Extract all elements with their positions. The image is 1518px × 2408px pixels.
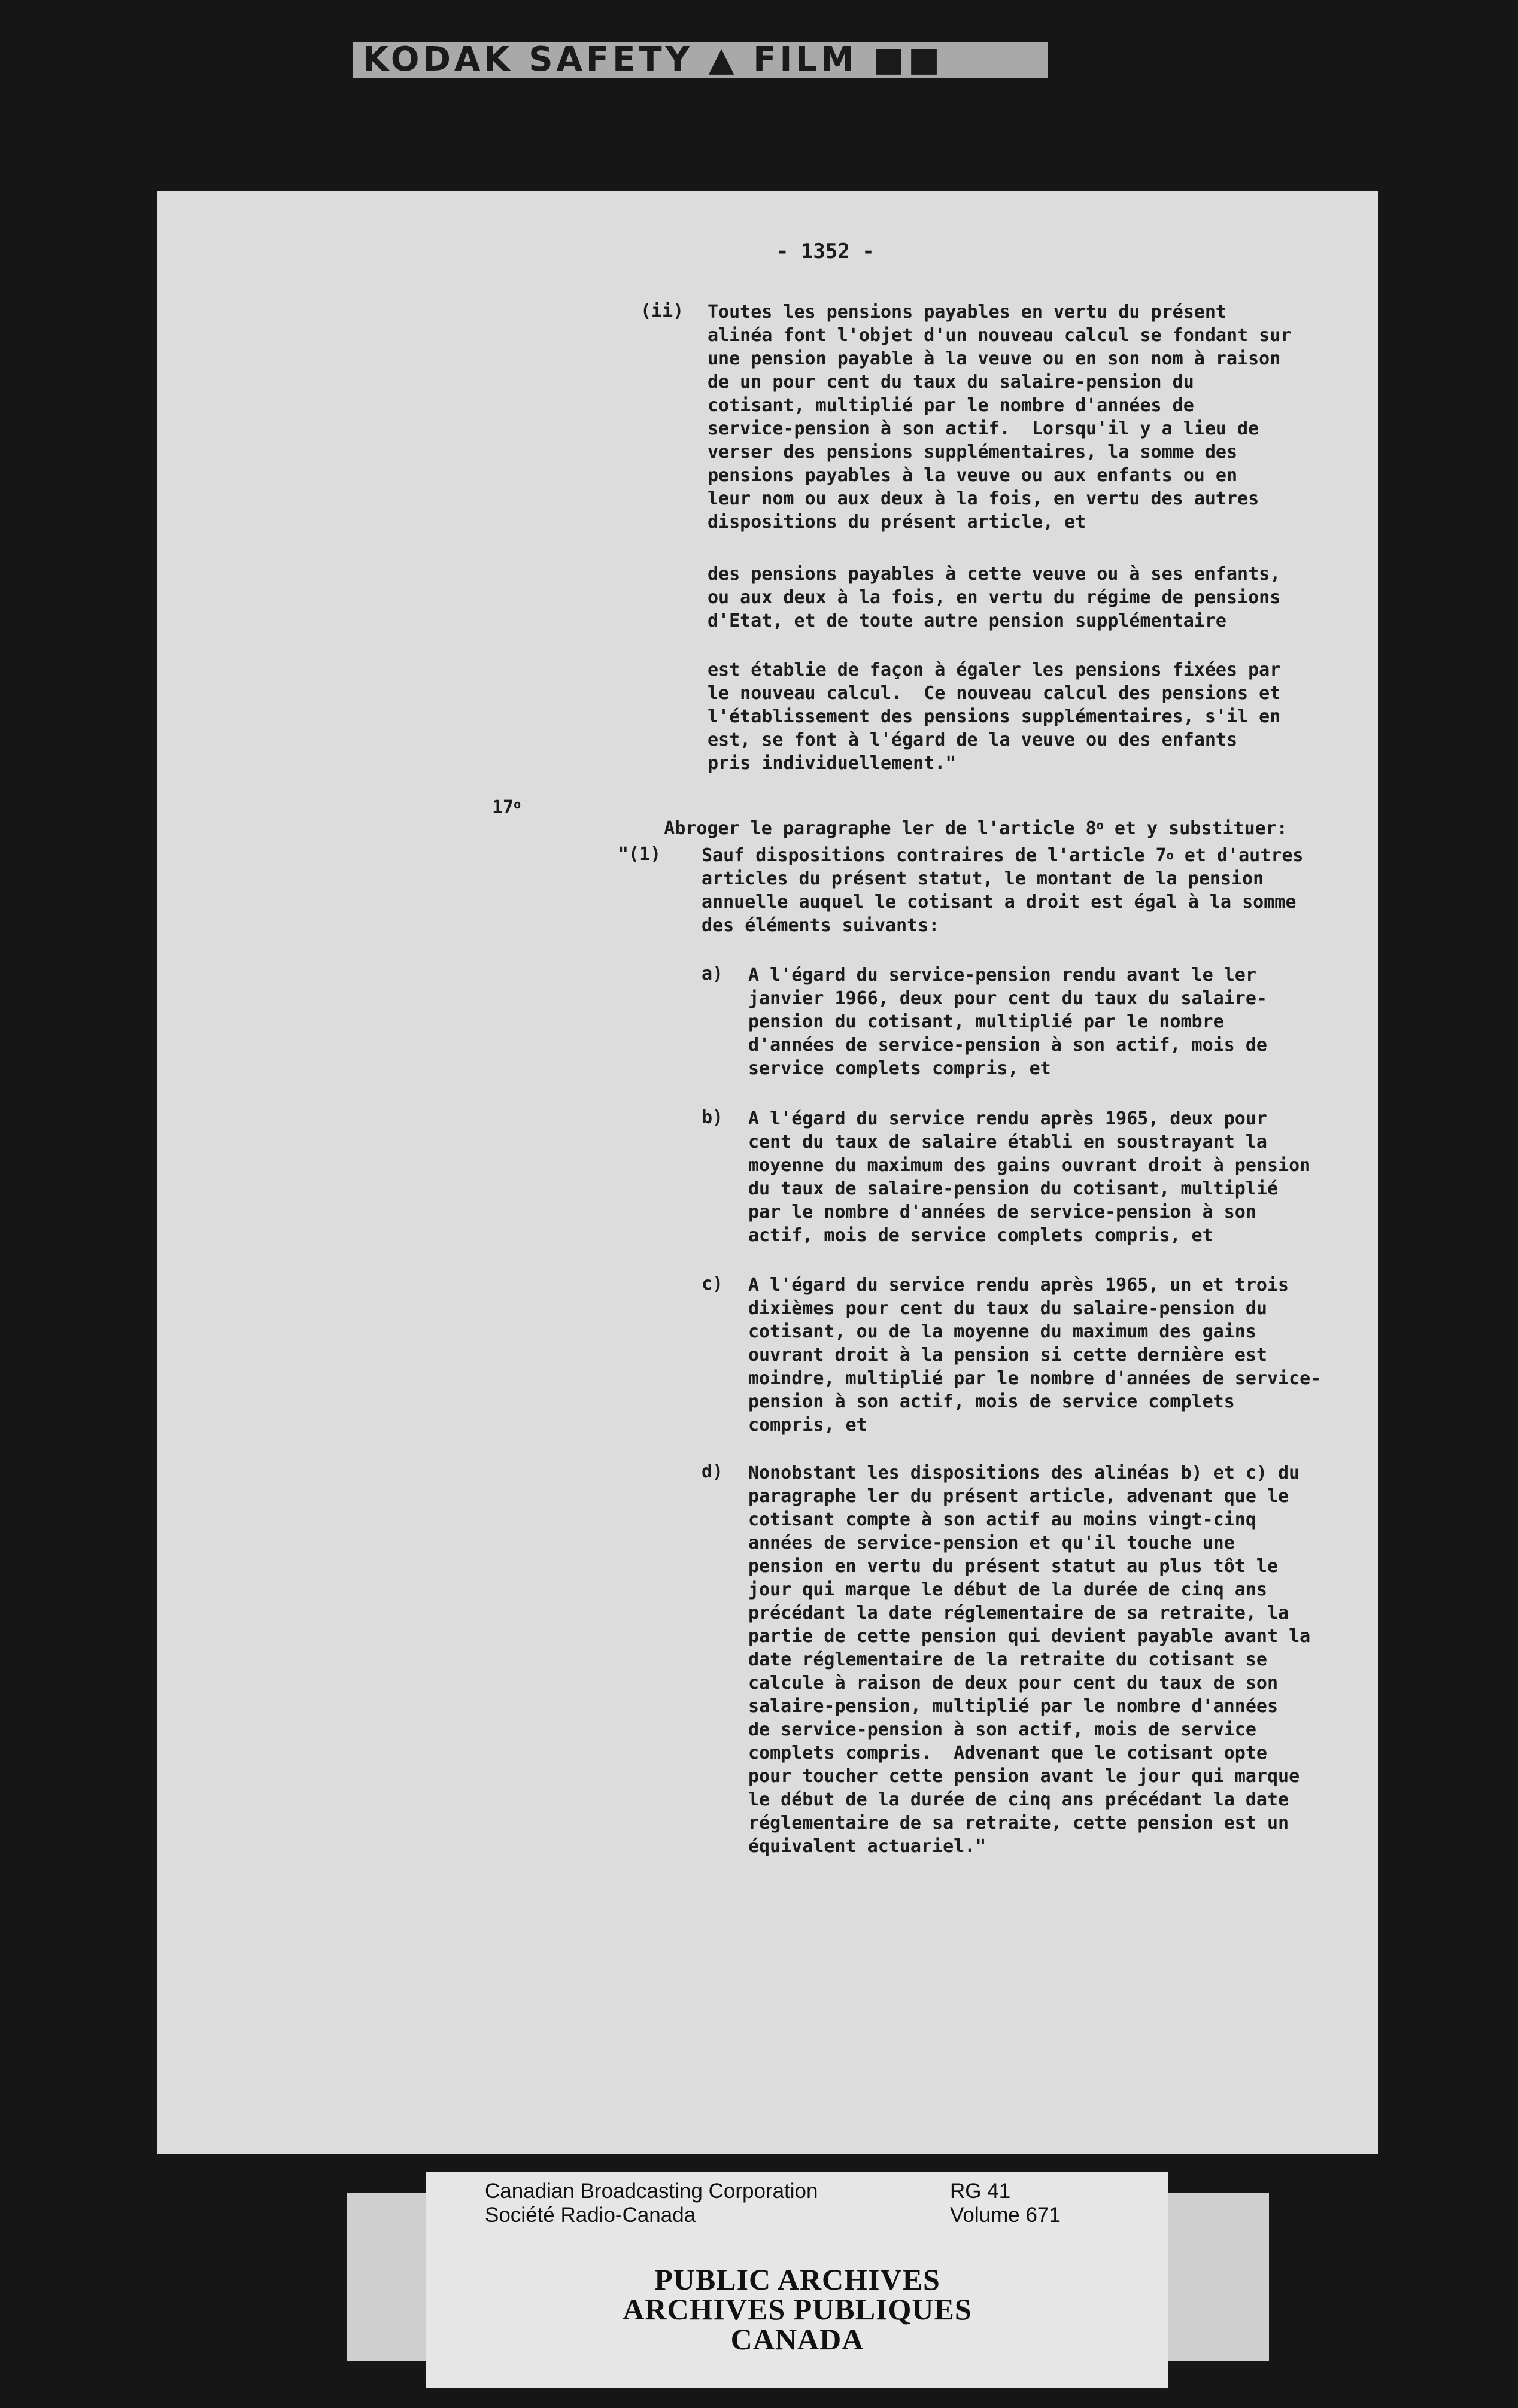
item-a-text: A l'égard du service-pension rendu avant le ler janvier 1966, deux pour cent du taux du salaire- pension du cotisant, multiplié par le nombre d'années de service-pension à son actif, mois de service complets compris, et [748, 965, 1267, 1079]
item-marker-c: c) [702, 1273, 724, 1294]
item-marker-d: d) [702, 1461, 724, 1482]
paragraph-continuation-1: des pensions payables à cette veuve ou à ses enfants, ou aux deux à la fois, en vertu du régime de pensions d'Etat, et de toute autre pension supplémentaire [708, 564, 1281, 631]
item-d-text: Nonobstant les dispositions des alinéas b) et c) du paragraphe ler du présent article, advenant que le cotisant compte à son actif au moins vingt-cinq années de service-pension et qu'il touche une pension en vertu du présent statut au plus tôt le jour qui marque le début de la durée de cinq ans précédant la date réglementaire de sa retraite, la partie de cette pension qui devient payable avant la date réglementaire de la retraite du cotisant se calcule à raison de deux pour cent du taux de son salaire-pension, multiplié par le nombre d'années de service-pension à son actif, mois de service complets compris. Advenant que le cotisant opte pour toucher cette pension avant le jour qui marque le début de la durée de cinq ans précédant la date réglementaire de sa retraite, cette pension est un équivalent actuariel." [748, 1463, 1311, 1857]
archives-stamp-line-3: CANADA [730, 2322, 864, 2356]
paragraph-continuation-2: est établie de façon à égaler les pensions fixées par le nouveau calcul. Ce nouveau calcul des pensions et l'établissement des pensions supplémentaires, s'il en est, se font à l'égard de la veuve ou des enfants pris individuellement." [708, 659, 1281, 774]
item-marker-a: a) [702, 963, 724, 984]
org-name-french: Société Radio-Canada [485, 2203, 696, 2227]
section-instruction: Abroger le paragraphe ler de l'article 8$^o$ et y substituer: [664, 818, 1288, 839]
org-name-english: Canadian Broadcasting Corporation [485, 2179, 818, 2203]
archives-stamp-line-2: ARCHIVES PUBLIQUES [623, 2293, 972, 2326]
item-c-text: A l'égard du service rendu après 1965, un et trois dixièmes pour cent du taux du salaire-pension du cotisant, ou de la moyenne du maximum des gains ouvrant droit à la pension si cette dernière est moindre, multiplié par le nombre d'années de service- pension à son actif, mois de service complets compris, et [748, 1275, 1322, 1436]
subsection-marker: "(1) [618, 844, 661, 865]
archives-stamp-line-1: PUBLIC ARCHIVES [654, 2263, 940, 2296]
clause-ii-text: Toutes les pensions payables en vertu du présent alinéa font l'objet d'un nouveau calcul se fondant sur une pension payable à la veuve ou en son nom à raison de un pour cent du taux du salaire-pension du cotisant, multiplié par le nombre d'années de service-pension à son actif. Lorsqu'il y a lieu de verser des pensions supplémentaires, la somme des pensions payables à la veuve ou aux enfants ou en leur nom ou aux deux à la fois, en vertu des autres dispositions du présent article, et [708, 302, 1292, 533]
subsection-1-text: Sauf dispositions contraires de l'article 7$^o$ et d'autres articles du présent statut, le montant de la pension annuelle auquel le cotisant a droit est égal à la somme des éléments suivants: [702, 845, 1304, 936]
record-group: RG 41 [950, 2179, 1011, 2203]
document-page [157, 191, 1378, 2154]
film-edge-marking: KODAK SAFETY ▲ FILM ■■ [353, 42, 1048, 78]
section-number: 17$^o$ [492, 797, 521, 818]
page-number: - 1352 - [776, 239, 875, 263]
archive-label [426, 2172, 1168, 2388]
item-b-text: A l'égard du service rendu après 1965, deux pour cent du taux de salaire établi en soustrayant la moyenne du maximum des gains ouvrant droit à pension du taux de salaire-pension du cotisant, multiplié par le nombre d'années de service-pension à son actif, mois de service complets compris, et [748, 1108, 1311, 1246]
clause-marker-ii: (ii) [640, 300, 684, 321]
volume-number: Volume 671 [950, 2203, 1061, 2227]
item-marker-b: b) [702, 1107, 724, 1128]
